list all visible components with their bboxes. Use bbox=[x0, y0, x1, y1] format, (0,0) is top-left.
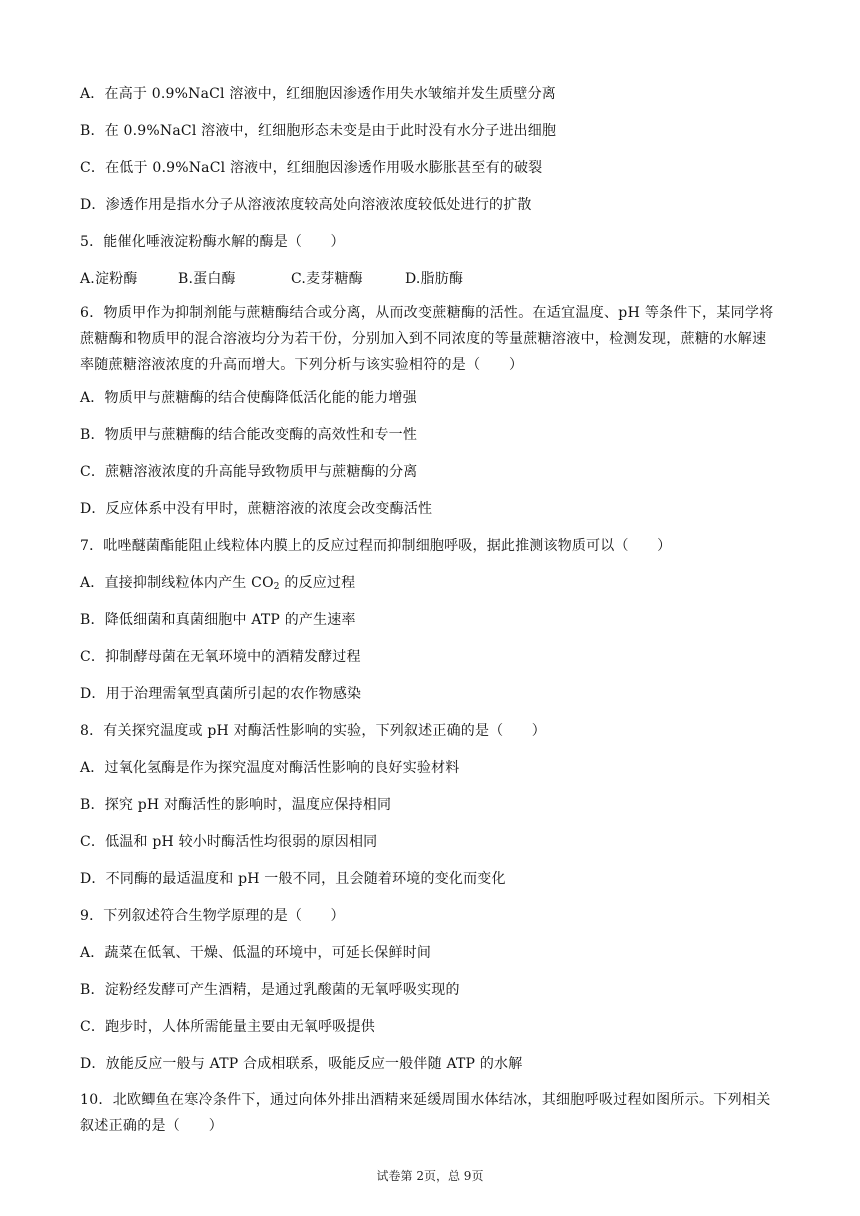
q10-stem: 10．北欧鲫鱼在寒冷条件下，通过向体外排出酒精来延缓周围水体结冰，其细胞呼吸过程如图所示。下列相关叙述正确的是（ ） bbox=[80, 1092, 771, 1134]
q8-option-b: B．探究 pH 对酶活性的影响时，温度应保持相同 bbox=[80, 797, 392, 813]
q7-option-a-text: A．直接抑制线粒体内产生 CO bbox=[80, 575, 274, 591]
q7-option-a-subscript: 2 bbox=[273, 582, 280, 592]
q9-option-b: B．淀粉经发酵可产生酒精，是通过乳酸菌的无氧呼吸实现的 bbox=[80, 982, 460, 998]
q8-option-d: D．不同酶的最适温度和 pH 一般不同，且会随着环境的变化而变化 bbox=[80, 871, 506, 887]
q7-option-c: C．抑制酵母菌在无氧环境中的酒精发酵过程 bbox=[80, 649, 361, 665]
q6-option-d: D．反应体系中没有甲时，蔗糖溶液的浓度会改变酶活性 bbox=[80, 501, 433, 517]
q4-option-c: C．在低于 0.9%NaCl 溶液中，红细胞因渗透作用吸水膨胀甚至有的破裂 bbox=[80, 160, 543, 176]
q9-option-a: A．蔬菜在低氧、干燥、低温的环境中，可延长保鲜时间 bbox=[80, 945, 432, 961]
q5-stem: 5．能催化唾液淀粉酶水解的酶是（ ） bbox=[80, 234, 345, 250]
q7-option-d: D．用于治理需氧型真菌所引起的农作物感染 bbox=[80, 686, 362, 702]
q9-option-c: C．跑步时，人体所需能量主要由无氧呼吸提供 bbox=[80, 1019, 375, 1035]
q6-stem: 6．物质甲作为抑制剂能与蔗糖酶结合或分离，从而改变蔗糖酶的活性。在适宜温度、pH 等条件下，某同学将蔗糖酶和物质甲的混合溶液均分为若干份，分别加入到不同浓度的等量蔗糖溶液中，检测发现，蔗糖的水解速率随蔗糖溶液浓度的升高而增大。下列分析与该实验相符的是（ ） bbox=[80, 305, 774, 373]
q6-option-a: A．物质甲与蔗糖酶的结合使酶降低活化能的能力增强 bbox=[80, 390, 417, 406]
q4-option-a: A．在高于 0.9%NaCl 溶液中，红细胞因渗透作用失水皱缩并发生质壁分离 bbox=[80, 86, 556, 102]
q4-option-d: D．渗透作用是指水分子从溶液浓度较高处向溶液浓度较低处进行的扩散 bbox=[80, 197, 532, 213]
q8-stem: 8．有关探究温度或 pH 对酶活性影响的实验，下列叙述正确的是（ ） bbox=[80, 723, 546, 739]
q8-option-c: C．低温和 pH 较小时酶活性均很弱的原因相同 bbox=[80, 834, 378, 850]
q5-options bbox=[80, 269, 463, 289]
q7-option-a-tail: 的反应过程 bbox=[279, 575, 356, 591]
q5-option-b: B.蛋白酶 bbox=[178, 271, 236, 287]
q9-stem: 9．下列叙述符合生物学原理的是（ ） bbox=[80, 908, 345, 924]
q8-option-a: A．过氧化氢酶是作为探究温度对酶活性影响的良好实验材料 bbox=[80, 760, 460, 776]
q7-option-b: B．降低细菌和真菌细胞中 ATP 的产生速率 bbox=[80, 612, 356, 628]
q5-option-c: C.麦芽糖酶 bbox=[291, 271, 363, 287]
q7-stem: 7．吡唑醚菌酯能阻止线粒体内膜上的反应过程而抑制细胞呼吸，据此推测该物质可以（ ） bbox=[80, 538, 672, 554]
q6-option-c: C．蔗糖溶液浓度的升高能导致物质甲与蔗糖酶的分离 bbox=[80, 464, 418, 480]
q4-option-b: B．在 0.9%NaCl 溶液中，红细胞形态未变是由于此时没有水分子进出细胞 bbox=[80, 123, 557, 139]
q5-option-a: A.淀粉酶 bbox=[80, 271, 138, 287]
q6-option-b: B．物质甲与蔗糖酶的结合能改变酶的高效性和专一性 bbox=[80, 427, 418, 443]
q5-option-d: D.脂肪酶 bbox=[405, 271, 464, 287]
q9-option-d: D．放能反应一般与 ATP 合成相联系，吸能反应一般伴随 ATP 的水解 bbox=[80, 1056, 523, 1072]
q7-option-a bbox=[80, 573, 355, 593]
page-footer: 试卷第 2页，总 9页 bbox=[376, 1169, 484, 1183]
